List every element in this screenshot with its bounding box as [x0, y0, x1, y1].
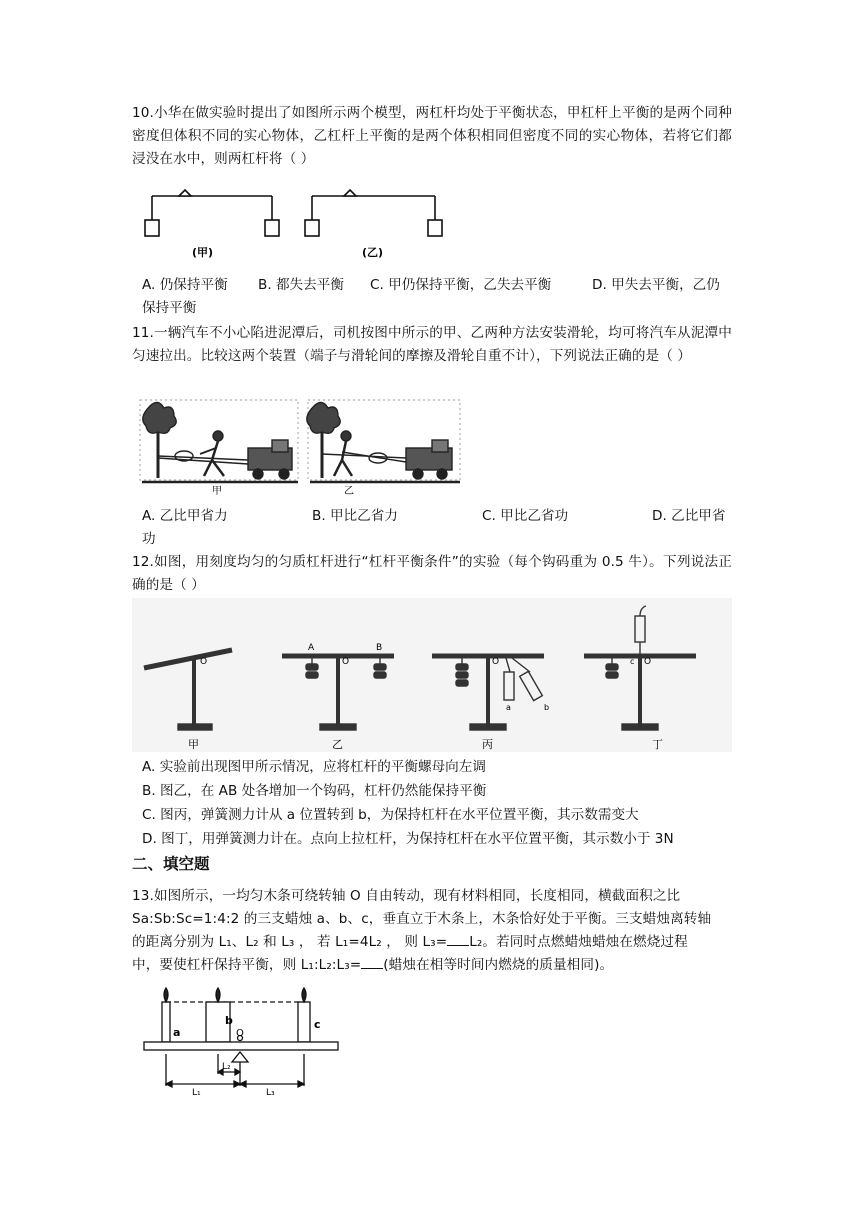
- section-heading: 二、填空题: [132, 855, 210, 873]
- question-13-text: [132, 885, 732, 977]
- q13-line-4-a: 中，要使杠杆保持平衡，则 L₁:L₂:L₃=: [132, 957, 362, 973]
- q11-pulley-figure: [136, 396, 466, 498]
- q13-candle-lever-figure: [130, 978, 350, 1098]
- candle-label-c: c: [314, 1018, 321, 1031]
- point-label-c: c: [630, 657, 635, 666]
- pivot-label-o: O: [236, 1028, 244, 1039]
- q12-option-c[interactable]: C. 图丙，弹簧测力计从 a 位置转到 b，为保持杠杆在水平位置平衡，其示数需变大: [142, 807, 639, 823]
- q12-option-d[interactable]: D. 图丁，用弹簧测力计在。点向上拉杠杆，为保持杠杆在水平位置平衡，其示数小于 3N: [142, 831, 674, 847]
- q13-blank-1[interactable]: [447, 931, 469, 946]
- point-label-b: B: [376, 643, 383, 653]
- point-label-o: O: [200, 657, 208, 667]
- candle-label-a: a: [173, 1026, 181, 1039]
- fig-label-yi: 乙: [332, 738, 343, 751]
- q10-option-d[interactable]: D. 甲失去平衡，乙仍: [592, 277, 720, 293]
- question-12-text: 12.如图，用刻度均匀的匀质杠杆进行“杠杆平衡条件”的实验（每个钩码重为 0.5 牛）。下列说法正确的是（ ）: [132, 554, 732, 593]
- point-label-o: O: [492, 657, 500, 667]
- lever-yi: [305, 190, 442, 236]
- q11-option-a[interactable]: A. 乙比甲省力: [142, 508, 228, 524]
- q13-line-4-b: (蜡烛在相等时间内燃烧的质量相同)。: [383, 957, 614, 973]
- q12-lever-experiment-figure: [132, 598, 732, 752]
- fig-label-yi: 乙: [344, 486, 354, 497]
- fig-label-yi: (乙): [362, 246, 384, 259]
- q13-line-3-b: L₂。若同时点燃蜡烛蜡烛在燃烧过程: [469, 934, 688, 950]
- fig-label-jia: 甲: [212, 486, 222, 497]
- fig-label-bing: 丙: [482, 738, 493, 751]
- length-label-l3: L₃: [266, 1088, 275, 1098]
- q12-option-b[interactable]: B. 图乙，在 AB 处各增加一个钩码，杠杆仍然能保持平衡: [142, 783, 487, 799]
- q12-option-a[interactable]: A. 实验前出现图甲所示情况，应将杠杆的平衡螺母向左调: [142, 759, 486, 775]
- length-label-l2: L₂: [222, 1062, 231, 1072]
- q13-line-2: Sa:Sb:Sc=1:4:2 的三支蜡烛 a、b、c，垂直立于木条上，木条恰好处于平衡。三支蜡烛离转轴: [132, 911, 712, 927]
- q13-blank-2[interactable]: [361, 954, 383, 969]
- point-label-o: O: [342, 657, 350, 667]
- q10-option-d-wrap: 保持平衡: [142, 300, 197, 316]
- q11-option-b[interactable]: B. 甲比乙省力: [312, 508, 398, 524]
- scene-yi: [307, 400, 460, 482]
- q11-option-d-wrap: 功: [142, 531, 156, 547]
- q11-option-c[interactable]: C. 甲比乙省功: [482, 508, 569, 524]
- lever-jia: [145, 190, 279, 236]
- scene-jia: [140, 400, 298, 482]
- q11-options: [142, 505, 734, 528]
- q10-option-c[interactable]: C. 甲仍保持平衡，乙失去平衡: [370, 277, 552, 293]
- q10-options: [142, 274, 734, 297]
- point-label-a: A: [308, 643, 315, 653]
- fig-label-jia: (甲): [192, 246, 214, 259]
- point-label-a-lower: a: [506, 703, 511, 712]
- q10-option-a[interactable]: A. 仍保持平衡: [142, 277, 228, 293]
- question-10-text: 10.小华在做实验时提出了如图所示两个模型，两杠杆均处于平衡状态，甲杠杆上平衡的是两个同种密度但体积不同的实心物体，乙杠杆上平衡的是两个体积相同但密度不同的实心物体，若将它们都浸没在水中，则两杠杆将（ ）: [132, 105, 732, 167]
- q10-lever-figure: [140, 186, 460, 262]
- q13-line-4: [132, 954, 732, 977]
- q13-line-3: [132, 931, 732, 954]
- point-label-o: O: [644, 657, 652, 667]
- length-label-l1: L₁: [192, 1088, 201, 1098]
- q13-line-1: 13.如图所示，一均匀木条可绕转轴 O 自由转动，现有材料相同，长度相同，横截面积之比: [132, 888, 681, 904]
- fig-label-ding: 丁: [652, 738, 663, 751]
- question-11-text: 11.一辆汽车不小心陷进泥潭后，司机按图中所示的甲、乙两种方法安装滑轮，均可将汽车从泥潭中匀速拉出。比较这两个装置（端子与滑轮间的摩擦及滑轮自重不计），下列说法正确的是（ ）: [132, 325, 732, 364]
- fig-label-jia: 甲: [188, 738, 199, 751]
- point-label-b-lower: b: [544, 703, 550, 712]
- q11-option-d[interactable]: D. 乙比甲省: [652, 508, 726, 524]
- candle-label-b: b: [225, 1014, 233, 1027]
- q10-option-b[interactable]: B. 都失去平衡: [258, 277, 344, 293]
- q13-line-3-a: 的距离分别为 L₁、L₂ 和 L₃ ， 若 L₁=4L₂ ， 则 L₃=: [132, 934, 448, 950]
